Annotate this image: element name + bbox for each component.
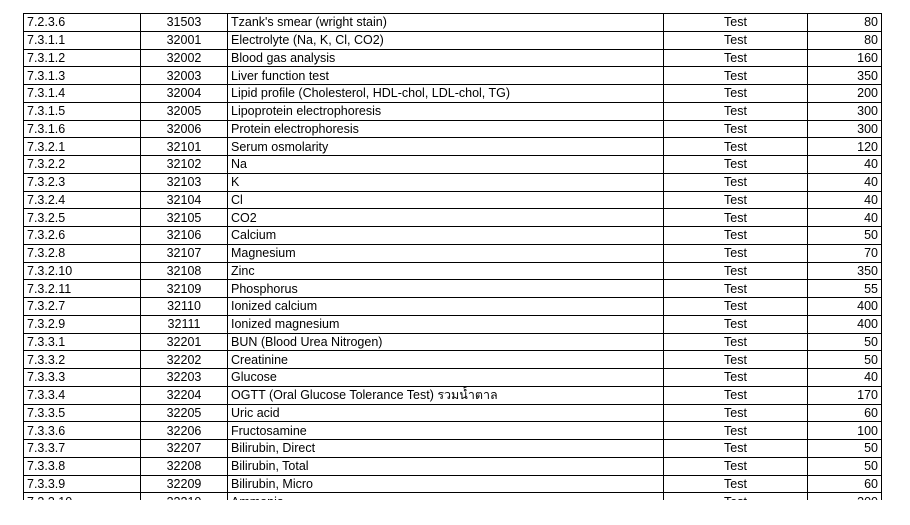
table-row <box>24 351 882 369</box>
table-row <box>24 298 882 316</box>
price-cell: 50 <box>808 351 882 369</box>
item-id-cell: 32107 <box>141 244 228 262</box>
item-code-cell: 7.3.3.9 <box>24 475 141 493</box>
table-row <box>24 404 882 422</box>
unit-cell: Test <box>664 404 808 422</box>
unit-cell: Test <box>664 457 808 475</box>
unit-cell: Test <box>664 49 808 67</box>
price-cell: 80 <box>808 31 882 49</box>
test-name-cell: Bilirubin, Micro <box>228 475 664 493</box>
test-name-cell: Zinc <box>228 262 664 280</box>
item-code-cell: 7.3.2.2 <box>24 156 141 174</box>
item-code-cell: 7.3.2.8 <box>24 244 141 262</box>
item-id-cell: 32005 <box>141 102 228 120</box>
table-row <box>24 440 882 458</box>
item-code-cell: 7.3.3.6 <box>24 422 141 440</box>
test-name-cell: Na <box>228 156 664 174</box>
test-name-cell: Magnesium <box>228 244 664 262</box>
test-name-cell: BUN (Blood Urea Nitrogen) <box>228 333 664 351</box>
table-row <box>24 244 882 262</box>
item-id-cell: 32001 <box>141 31 228 49</box>
item-code-cell: 7.3.3.5 <box>24 404 141 422</box>
item-code-cell: 7.3.1.5 <box>24 102 141 120</box>
table-row <box>24 173 882 191</box>
table-row <box>24 156 882 174</box>
test-name-cell: Creatinine <box>228 351 664 369</box>
test-name-cell: Ionized magnesium <box>228 315 664 333</box>
price-cell: 40 <box>808 209 882 227</box>
item-code-cell: 7.3.3.3 <box>24 369 141 387</box>
item-id-cell: 32205 <box>141 404 228 422</box>
test-name-cell: Lipid profile (Cholesterol, HDL-chol, LDL-chol, TG) <box>228 85 664 103</box>
price-cell: 40 <box>808 369 882 387</box>
table-row <box>24 67 882 85</box>
price-cell: 50 <box>808 440 882 458</box>
test-name-cell: Protein electrophoresis <box>228 120 664 138</box>
price-cell: 80 <box>808 14 882 32</box>
test-name-cell: Electrolyte (Na, K, Cl, CO2) <box>228 31 664 49</box>
price-table-body <box>24 14 882 511</box>
item-id-cell: 32209 <box>141 475 228 493</box>
price-cell: 200 <box>808 85 882 103</box>
item-code-cell: 7.3.1.1 <box>24 31 141 49</box>
page-bottom-margin <box>0 500 910 525</box>
test-name-cell: K <box>228 173 664 191</box>
test-name-cell: Bilirubin, Total <box>228 457 664 475</box>
item-id-cell: 32003 <box>141 67 228 85</box>
test-name-cell: Uric acid <box>228 404 664 422</box>
test-name-cell: Ionized calcium <box>228 298 664 316</box>
test-name-cell: Cl <box>228 191 664 209</box>
unit-cell: Test <box>664 120 808 138</box>
item-code-cell: 7.3.2.9 <box>24 315 141 333</box>
test-name-cell: Fructosamine <box>228 422 664 440</box>
item-code-cell: 7.3.3.1 <box>24 333 141 351</box>
item-code-cell: 7.2.3.6 <box>24 14 141 32</box>
unit-cell: Test <box>664 262 808 280</box>
item-id-cell: 32201 <box>141 333 228 351</box>
item-code-cell: 7.3.2.6 <box>24 227 141 245</box>
price-table <box>23 13 882 511</box>
item-id-cell: 32106 <box>141 227 228 245</box>
item-code-cell: 7.3.3.8 <box>24 457 141 475</box>
test-name-cell: Serum osmolarity <box>228 138 664 156</box>
table-row <box>24 85 882 103</box>
table-row <box>24 209 882 227</box>
price-cell: 40 <box>808 156 882 174</box>
test-name-cell: CO2 <box>228 209 664 227</box>
table-row <box>24 138 882 156</box>
item-id-cell: 32102 <box>141 156 228 174</box>
price-cell: 350 <box>808 262 882 280</box>
item-id-cell: 32110 <box>141 298 228 316</box>
item-id-cell: 32103 <box>141 173 228 191</box>
price-cell: 60 <box>808 475 882 493</box>
item-code-cell: 7.3.1.6 <box>24 120 141 138</box>
price-cell: 170 <box>808 386 882 404</box>
price-cell: 100 <box>808 422 882 440</box>
test-name-cell: Calcium <box>228 227 664 245</box>
item-code-cell: 7.3.3.4 <box>24 386 141 404</box>
item-id-cell: 32109 <box>141 280 228 298</box>
table-row <box>24 475 882 493</box>
table-row <box>24 49 882 67</box>
item-id-cell: 32203 <box>141 369 228 387</box>
table-row <box>24 227 882 245</box>
item-id-cell: 32202 <box>141 351 228 369</box>
price-cell: 55 <box>808 280 882 298</box>
item-id-cell: 32207 <box>141 440 228 458</box>
item-code-cell: 7.3.2.7 <box>24 298 141 316</box>
item-id-cell: 32006 <box>141 120 228 138</box>
item-id-cell: 32105 <box>141 209 228 227</box>
price-cell: 70 <box>808 244 882 262</box>
unit-cell: Test <box>664 102 808 120</box>
item-code-cell: 7.3.2.4 <box>24 191 141 209</box>
item-id-cell: 32002 <box>141 49 228 67</box>
item-code-cell: 7.3.1.3 <box>24 67 141 85</box>
item-id-cell: 32208 <box>141 457 228 475</box>
test-name-cell: OGTT (Oral Glucose Tolerance Test) รวมน้ำตาล <box>228 386 664 404</box>
item-code-cell: 7.3.2.10 <box>24 262 141 280</box>
table-row <box>24 457 882 475</box>
price-cell: 300 <box>808 102 882 120</box>
item-id-cell: 32108 <box>141 262 228 280</box>
unit-cell: Test <box>664 333 808 351</box>
unit-cell: Test <box>664 315 808 333</box>
table-row <box>24 333 882 351</box>
table-row <box>24 102 882 120</box>
unit-cell: Test <box>664 14 808 32</box>
table-row <box>24 369 882 387</box>
unit-cell: Test <box>664 386 808 404</box>
price-cell: 160 <box>808 49 882 67</box>
price-cell: 50 <box>808 457 882 475</box>
price-cell: 350 <box>808 67 882 85</box>
item-code-cell: 7.3.2.3 <box>24 173 141 191</box>
item-id-cell: 32004 <box>141 85 228 103</box>
unit-cell: Test <box>664 31 808 49</box>
unit-cell: Test <box>664 173 808 191</box>
item-id-cell: 32104 <box>141 191 228 209</box>
unit-cell: Test <box>664 85 808 103</box>
price-cell: 120 <box>808 138 882 156</box>
test-name-cell: Phosphorus <box>228 280 664 298</box>
test-name-cell: Liver function test <box>228 67 664 85</box>
unit-cell: Test <box>664 227 808 245</box>
price-cell: 400 <box>808 315 882 333</box>
table-row <box>24 120 882 138</box>
table-row <box>24 315 882 333</box>
table-row <box>24 262 882 280</box>
unit-cell: Test <box>664 440 808 458</box>
table-row <box>24 386 882 404</box>
unit-cell: Test <box>664 191 808 209</box>
price-cell: 40 <box>808 191 882 209</box>
item-code-cell: 7.3.2.1 <box>24 138 141 156</box>
unit-cell: Test <box>664 138 808 156</box>
item-id-cell: 32204 <box>141 386 228 404</box>
price-cell: 400 <box>808 298 882 316</box>
item-id-cell: 32206 <box>141 422 228 440</box>
unit-cell: Test <box>664 351 808 369</box>
table-row <box>24 191 882 209</box>
unit-cell: Test <box>664 244 808 262</box>
table-row <box>24 280 882 298</box>
unit-cell: Test <box>664 156 808 174</box>
item-code-cell: 7.3.2.5 <box>24 209 141 227</box>
price-cell: 300 <box>808 120 882 138</box>
test-name-cell: Tzank's smear (wright stain) <box>228 14 664 32</box>
price-cell: 50 <box>808 227 882 245</box>
item-id-cell: 32101 <box>141 138 228 156</box>
item-code-cell: 7.3.2.11 <box>24 280 141 298</box>
item-id-cell: 31503 <box>141 14 228 32</box>
item-id-cell: 32111 <box>141 315 228 333</box>
price-cell: 40 <box>808 173 882 191</box>
unit-cell: Test <box>664 475 808 493</box>
price-cell: 50 <box>808 333 882 351</box>
item-code-cell: 7.3.1.2 <box>24 49 141 67</box>
table-row <box>24 422 882 440</box>
table-row <box>24 31 882 49</box>
unit-cell: Test <box>664 209 808 227</box>
test-name-cell: Bilirubin, Direct <box>228 440 664 458</box>
item-code-cell: 7.3.3.7 <box>24 440 141 458</box>
unit-cell: Test <box>664 422 808 440</box>
price-cell: 60 <box>808 404 882 422</box>
unit-cell: Test <box>664 280 808 298</box>
table-row <box>24 14 882 32</box>
test-name-cell: Glucose <box>228 369 664 387</box>
test-name-cell: Blood gas analysis <box>228 49 664 67</box>
test-name-cell: Lipoprotein electrophoresis <box>228 102 664 120</box>
unit-cell: Test <box>664 67 808 85</box>
item-code-cell: 7.3.1.4 <box>24 85 141 103</box>
item-code-cell: 7.3.3.2 <box>24 351 141 369</box>
unit-cell: Test <box>664 298 808 316</box>
unit-cell: Test <box>664 369 808 387</box>
